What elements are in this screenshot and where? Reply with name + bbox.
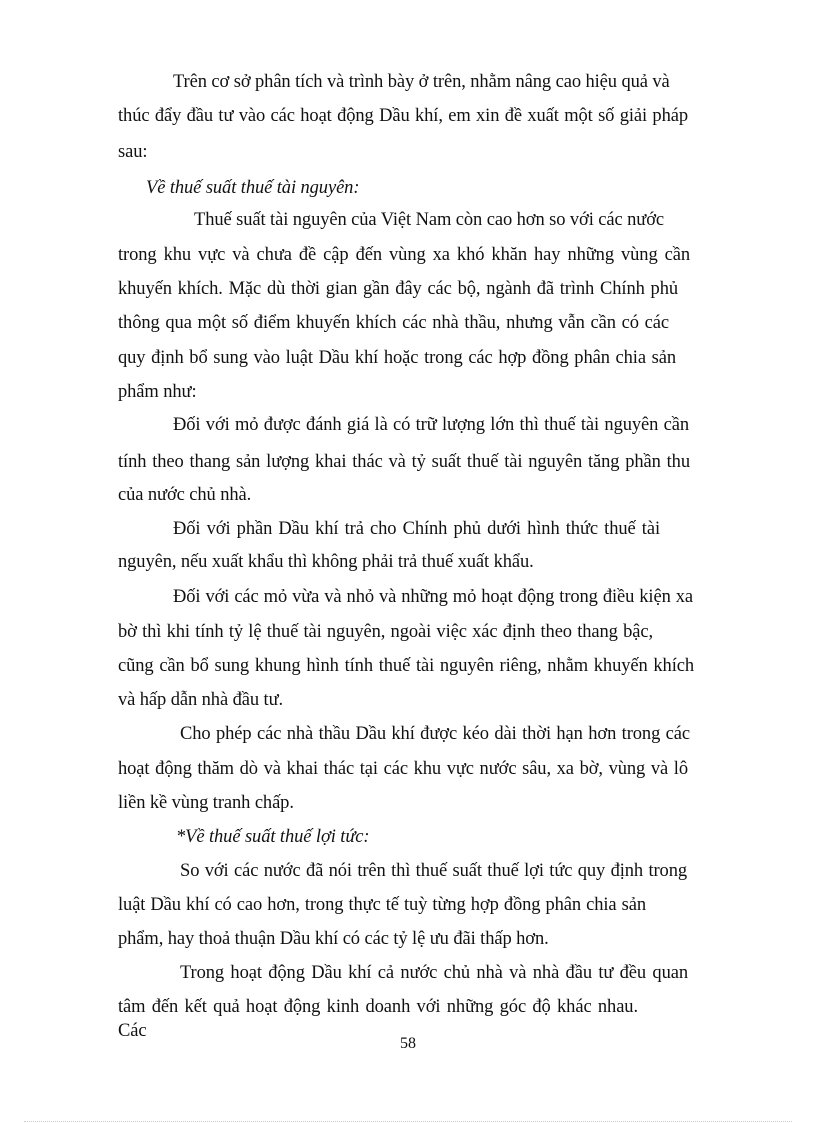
text-line-2: thúc đẩy đầu tư vào các hoạt động Dầu khí, em xin đề xuất một số giải pháp (118, 106, 688, 126)
text-line-7: khuyến khích. Mặc dù thời gian gần đây các bộ, ngành đã trình Chính phủ (118, 279, 678, 299)
text-line-16: Đối với các mỏ vừa và nhỏ và những mỏ hoạt động trong điều kiện xa (173, 587, 693, 607)
text-line-25: luật Dầu khí có cao hơn, trong thực tế tuỳ từng hợp đồng phân chia sản (118, 895, 646, 915)
text-line-3: sau: (118, 142, 148, 162)
page-number: 58 (400, 1035, 416, 1052)
section-heading-resource-tax: Về thuế suất thuế tài nguyên: (146, 178, 360, 198)
text-line-12: tính theo thang sản lượng khai thác và tỷ suất thuế tài nguyên tăng phần thu (118, 452, 690, 472)
text-line-19: và hấp dẫn nhà đầu tư. (118, 690, 284, 710)
text-line-17: bờ thì khi tính tỷ lệ thuế tài nguyên, ngoài việc xác định theo thang bậc, (118, 622, 653, 642)
text-line-18: cũng cần bổ sung khung hình tính thuế tài nguyên riêng, nhằm khuyến khích (118, 656, 694, 676)
section-heading-profit-tax: *Về thuế suất thuế lợi tức: (176, 827, 370, 847)
text-line-20: Cho phép các nhà thầu Dầu khí được kéo dài thời hạn hơn trong các (180, 724, 690, 744)
text-line-15: nguyên, nếu xuất khẩu thì không phải trả thuế xuất khẩu. (118, 552, 534, 572)
text-line-22: liền kề vùng tranh chấp. (118, 793, 294, 813)
text-line-26: phẩm, hay thoả thuận Dầu khí có các tỷ lệ ưu đãi thấp hơn. (118, 929, 549, 949)
text-line-13: của nước chủ nhà. (118, 485, 252, 505)
text-line-8: thông qua một số điểm khuyến khích các nhà thầu, nhưng vẫn cần có các (118, 313, 669, 333)
text-line-11: Đối với mỏ được đánh giá là có trữ lượng lớn thì thuế tài nguyên cần (173, 415, 689, 435)
text-line-10: phẩm như: (118, 382, 197, 402)
text-line-27: Trong hoạt động Dầu khí cả nước chủ nhà và nhà đầu tư đều quan (180, 963, 688, 983)
text-line-5: Thuế suất tài nguyên của Việt Nam còn cao hơn so với các nước (194, 210, 665, 230)
text-line-1: Trên cơ sở phân tích và trình bày ở trên, nhằm nâng cao hiệu quả và (173, 72, 670, 92)
text-line-24: So với các nước đã nói trên thì thuế suất thuế lợi tức quy định trong (180, 861, 687, 881)
text-line-14: Đối với phần Dầu khí trả cho Chính phủ dưới hình thức thuế tài (173, 519, 660, 539)
text-line-9: quy định bổ sung vào luật Dầu khí hoặc trong các hợp đồng phân chia sản (118, 348, 676, 368)
text-line-28: tâm đến kết quả hoạt động kinh doanh với những góc độ khác nhau. Các (118, 997, 638, 1041)
text-line-6: trong khu vực và chưa đề cập đến vùng xa khó khăn hay những vùng cần (118, 245, 690, 265)
page-bottom-divider (24, 1121, 792, 1122)
text-line-21: hoạt động thăm dò và khai thác tại các khu vực nước sâu, xa bờ, vùng và lô (118, 759, 688, 779)
